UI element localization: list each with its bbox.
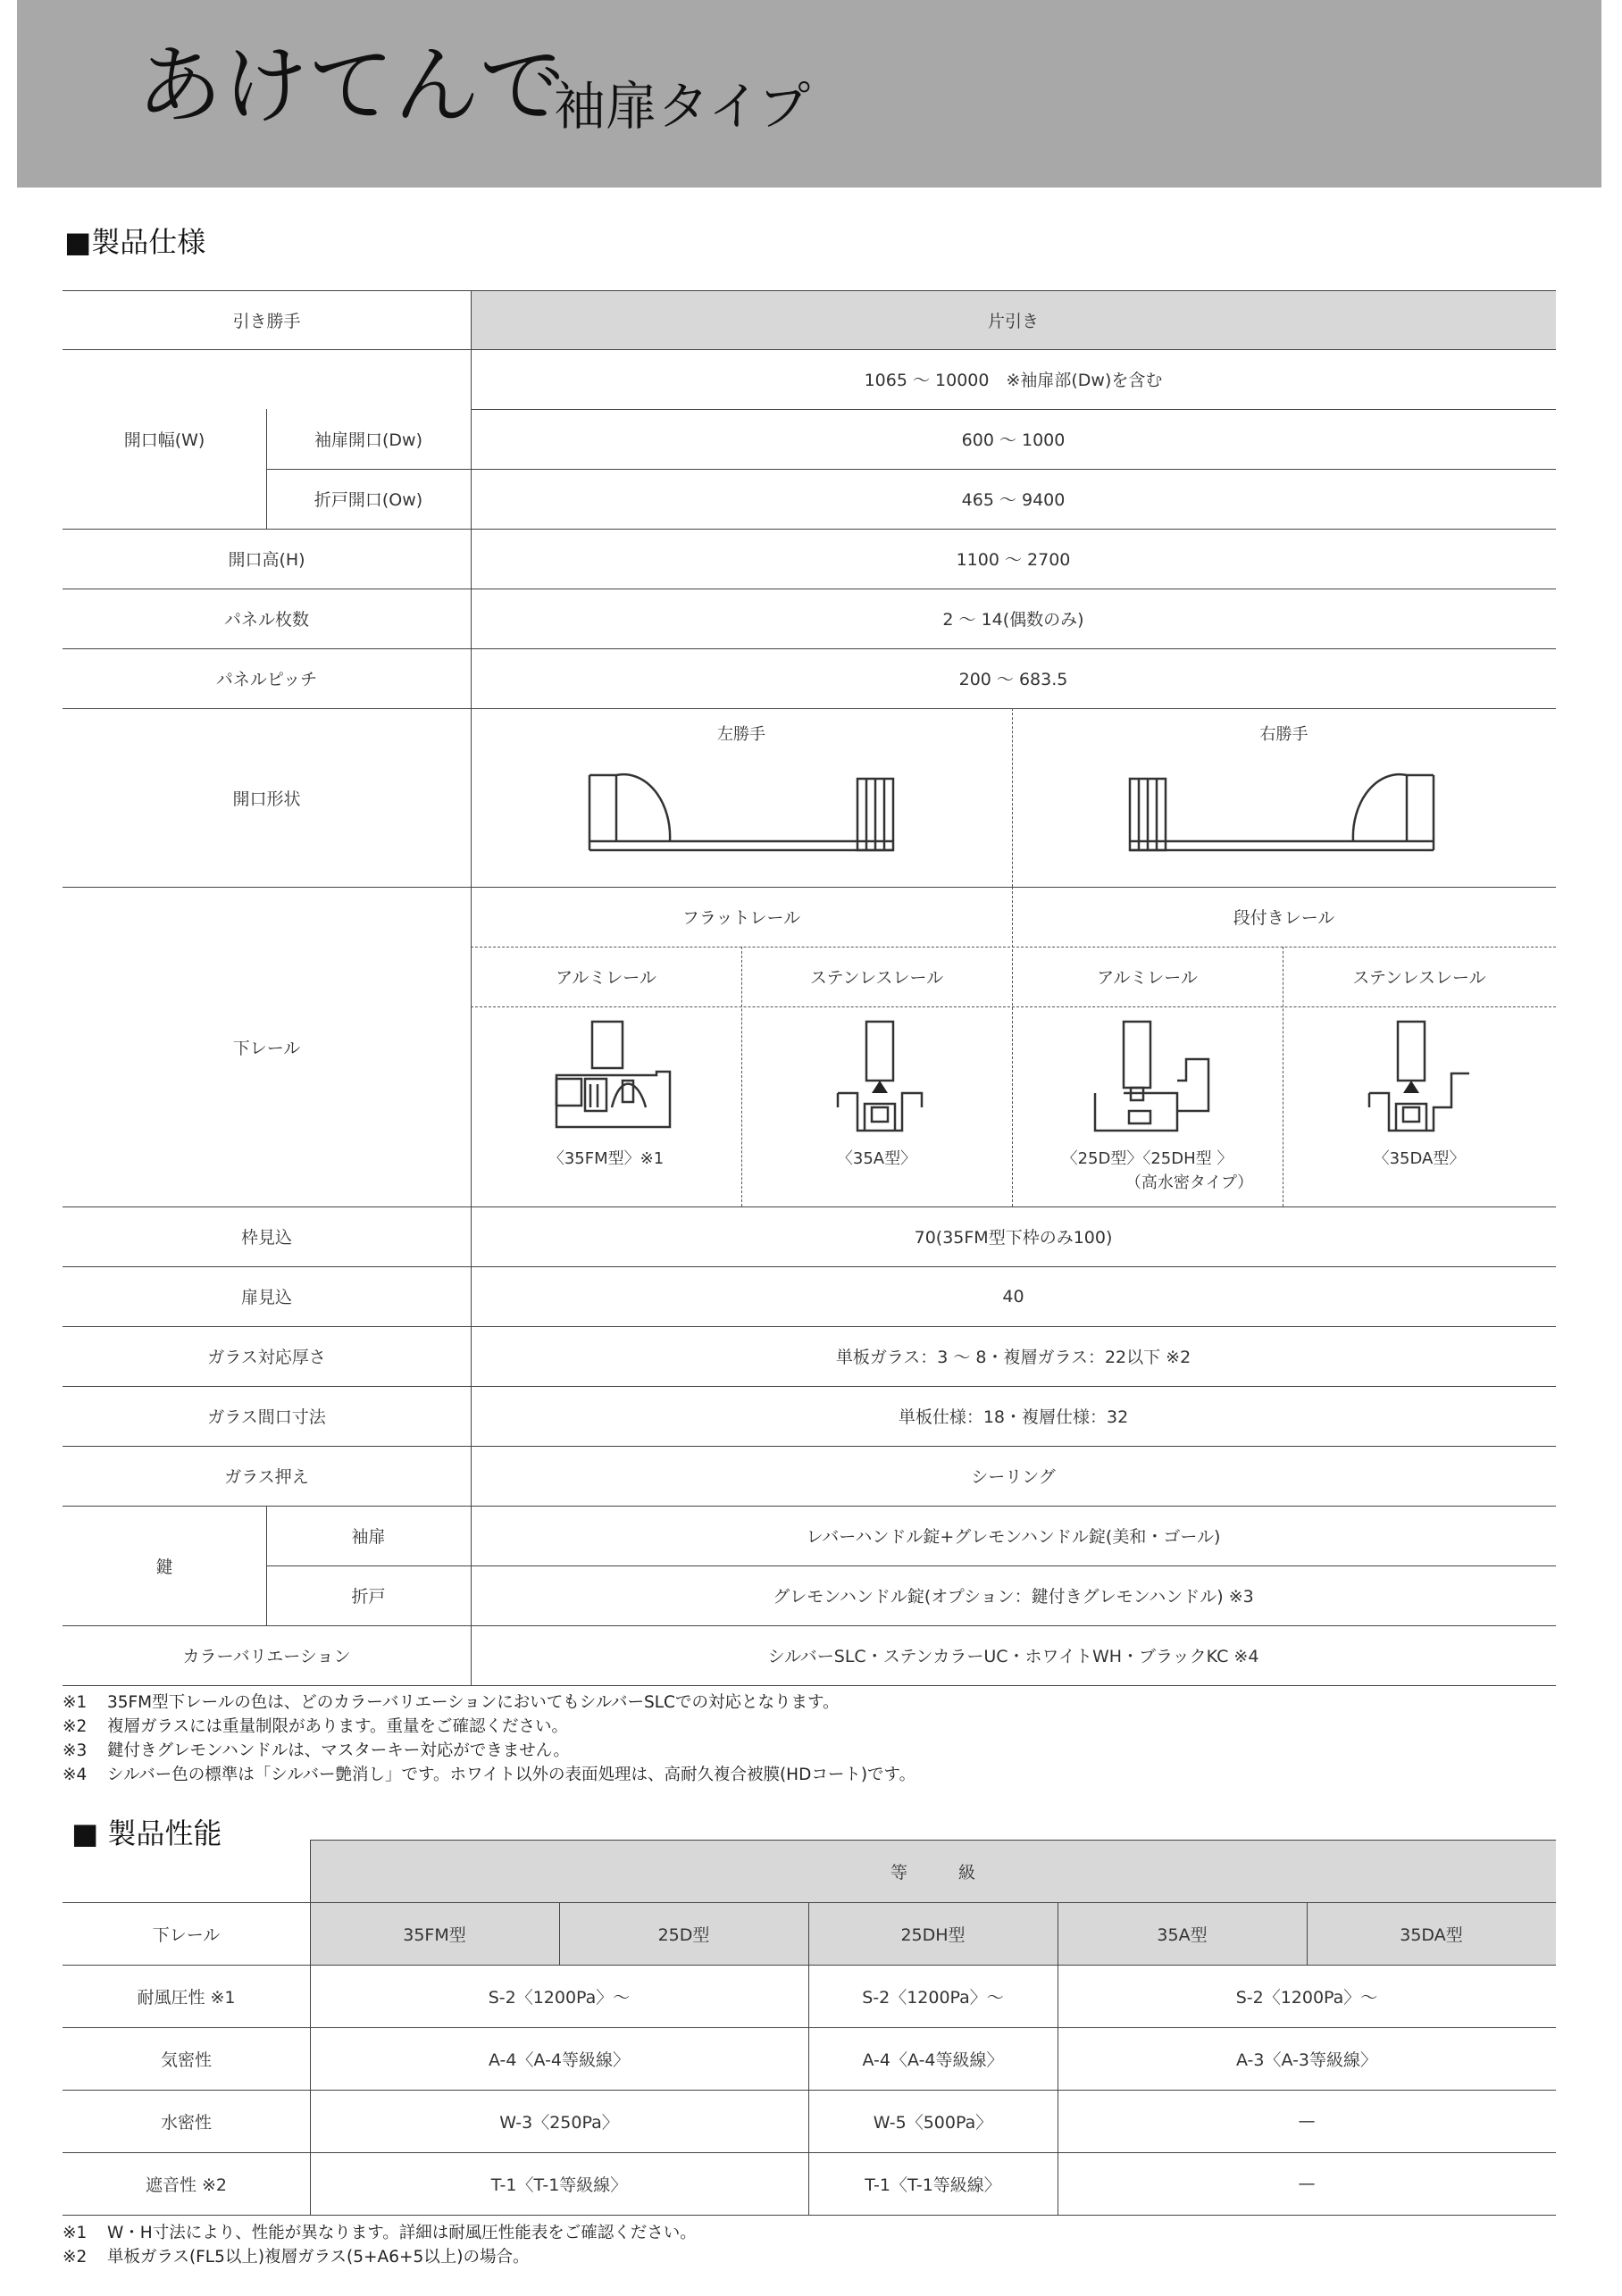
rail-35fm-diagram [549,1018,674,1134]
water-value-a: W-3〈250Pa〉 [499,2112,619,2133]
water-value-b: W-5〈500Pa〉 [873,2112,993,2133]
door-depth-value: 40 [1002,1286,1024,1307]
type-35a: 35A型 [1157,1924,1208,1945]
spec-note-4: ※4 シルバー色の標準は「シルバー艶消し」です。ホワイト以外の表面処理は、高耐久複合被膜(HDコート)です。 [63,1766,916,1784]
type-25d: 25D型 [657,1924,710,1945]
shape-label: 開口形状 [232,789,301,809]
water-label: 水密性 [160,2112,212,2133]
wind-value-b: S-2〈1200Pa〉～ [862,1987,1004,2008]
lock-sode-value: レバーハンドル錠+グレモンハンドル錠(美和・ゴール) [806,1527,1221,1547]
air-label: 気密性 [160,2050,212,2070]
glass-thickness-label: ガラス対応厚さ [207,1348,326,1367]
air-value-a: A-4〈A-4等級線〉 [488,2050,631,2070]
hand-label: 引き勝手 [232,311,301,331]
air-value-c: A-3〈A-3等級線〉 [1235,2050,1378,2070]
caption-25d: 〈25D型〉〈25DH型 〉 [1061,1149,1233,1168]
perf-note-2: ※2 単板ガラス(FL5以上)複層ガラス(5+A6+5以上)の場合。 [63,2248,530,2267]
pitch-value: 200 ～ 683.5 [958,670,1068,689]
wind-label: 耐風圧性 ※1 [137,1987,236,2008]
left-hand-shape-diagram [581,768,902,857]
rail-35a-diagram [831,1018,929,1134]
spec-note-2: ※2 複層ガラスには重量制限があります。重量をご確認ください。 [63,1717,568,1736]
pitch-label: パネルピッチ [215,670,318,689]
width-total-value: 1065 ～ 10000 ※袖扉部(Dw)を含む [864,371,1163,390]
perf-rail-label: 下レール [152,1924,221,1945]
glass-hold-value: シーリング [971,1467,1056,1487]
lock-ori-value: グレモンハンドル錠(オプション：鍵付きグレモンハンドル) ※3 [773,1587,1254,1607]
glass-gap-label: ガラス間口寸法 [207,1407,326,1427]
water-value-c: — [1298,2111,1316,2131]
wind-value-c: S-2〈1200Pa〉～ [1235,1987,1378,2008]
wind-value-a: S-2〈1200Pa〉～ [488,1987,631,2008]
glass-thickness-value: 単板ガラス：3 ～ 8・複層ガラス：22以下 ※2 [835,1348,1191,1367]
alu-rail-label-2: アルミレール [1097,968,1198,988]
lock-ori-label: 折戸 [351,1587,386,1607]
door-depth-label: 扉見込 [240,1288,292,1307]
hand-value: 片引き [987,311,1039,331]
sound-value-c: — [1298,2174,1316,2193]
dw-value: 600 ～ 1000 [961,430,1066,450]
panels-value: 2 ～ 14(偶数のみ) [942,610,1084,630]
sound-value-a: T-1〈T-1等級線〉 [490,2175,628,2195]
spec-note-1: ※1 35FM型下レールの色は、どのカラーバリエーションにおいてもシルバーSLCでの対応となります。 [63,1693,840,1712]
ow-value: 465 ～ 9400 [961,490,1066,510]
rail-35da-diagram [1362,1018,1487,1134]
page-title: あけてんで [137,36,565,136]
height-label: 開口高(H) [228,550,305,570]
type-25dh: 25DH型 [900,1924,966,1945]
frame-depth-value: 70(35FM型下枠のみ100) [914,1228,1113,1248]
sound-label: 遮音性 ※2 [145,2175,228,2195]
caption-35fm: 〈35FM型〉※1 [548,1149,665,1168]
shape-right-caption: 右勝手 [1259,725,1308,744]
type-35fm: 35FM型 [403,1924,466,1945]
ow-label: 折戸開口(Ow) [314,490,423,510]
sus-rail-label-2: ステンレスレール [1352,968,1486,988]
alu-rail-label-1: アルミレール [556,968,656,988]
perf-note-1: ※1 W・H寸法により、性能が異なります。詳細は耐風圧性能表をご確認ください。 [63,2224,697,2242]
caption-35a: 〈35A型〉 [836,1149,917,1168]
rail-label: 下レール [232,1038,301,1058]
height-value: 1100 ～ 2700 [956,550,1071,570]
rail-25d-diagram [1088,1018,1222,1134]
caption-25d-sub: （高水密タイプ） [1125,1173,1254,1192]
lock-label: 鍵 [155,1557,173,1577]
spec-section-title: ■製品仕様 [64,225,206,259]
caption-35da: 〈35DA型〉 [1373,1149,1466,1168]
glass-hold-label: ガラス押え [224,1467,309,1487]
color-value: シルバーSLC・ステンカラーUC・ホワイトWH・ブラックKC ※4 [767,1647,1259,1666]
dw-label: 袖扉開口(Dw) [314,430,422,450]
color-label: カラーバリエーション [182,1647,351,1666]
grade-header: 等 級 [890,1862,975,1883]
right-hand-shape-diagram [1121,768,1442,857]
panels-label: パネル枚数 [223,610,309,630]
frame-depth-label: 枠見込 [240,1228,292,1248]
glass-gap-value: 単板仕様：18・複層仕様：32 [898,1407,1129,1427]
step-rail-label: 段付きレール [1233,908,1335,928]
page-subtitle: 袖扉タイプ [554,76,811,137]
sus-rail-label-1: ステンレスレール [809,968,944,988]
sound-value-b: T-1〈T-1等級線〉 [865,2175,1001,2195]
lock-sode-label: 袖扉 [351,1527,386,1547]
shape-left-caption: 左勝手 [717,725,765,744]
air-value-b: A-4〈A-4等級線〉 [862,2050,1004,2070]
width-label: 開口幅(W) [123,430,205,450]
perf-section-title: ■ 製品性能 [71,1816,222,1850]
spec-note-3: ※3 鍵付きグレモンハンドルは、マスターキー対応ができません。 [63,1741,570,1760]
flat-rail-label: フラットレール [681,908,801,928]
type-35da: 35DA型 [1400,1924,1463,1945]
